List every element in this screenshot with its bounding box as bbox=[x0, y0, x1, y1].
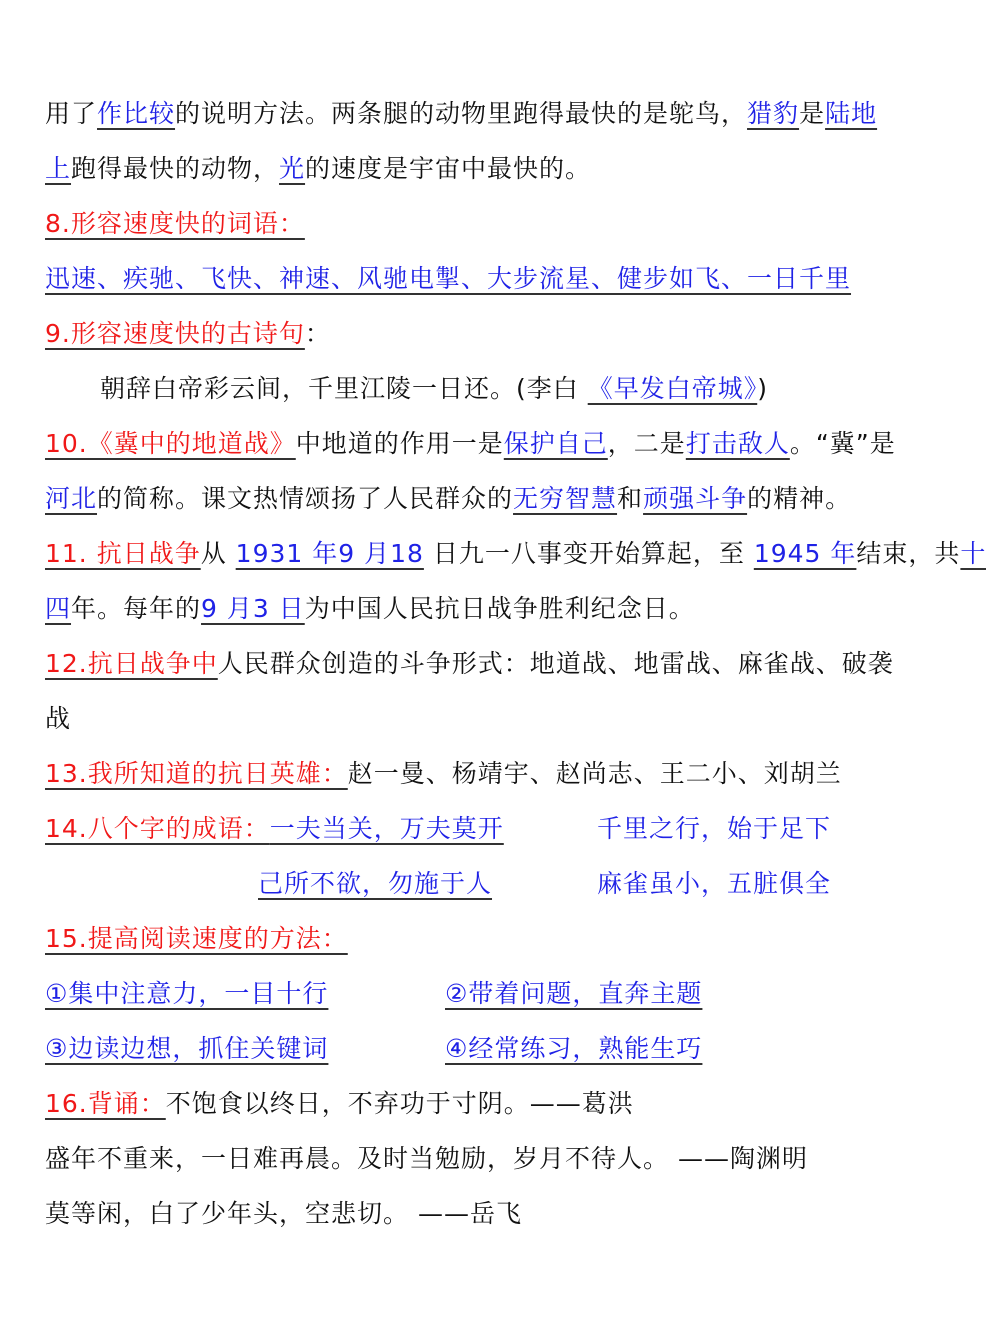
section-title: 9.形容速度快的古诗句 bbox=[45, 319, 305, 348]
section-16-line bbox=[45, 1076, 634, 1131]
method: ①集中注意力，一目十行 bbox=[45, 979, 329, 1008]
method-line bbox=[45, 966, 328, 1021]
section-9-title-line bbox=[45, 306, 331, 361]
section-8-words-line bbox=[45, 251, 851, 306]
section-title: 14.八个字的成语： bbox=[45, 814, 270, 843]
answer: 保护自己 bbox=[503, 429, 608, 458]
text: 的精神。 bbox=[747, 484, 852, 513]
section-10-line-2 bbox=[45, 471, 851, 526]
text-line bbox=[45, 86, 877, 141]
text: 结束，共 bbox=[856, 539, 961, 568]
method: ④经常练习，熟能生巧 bbox=[445, 1034, 703, 1063]
quote-line bbox=[45, 1131, 808, 1186]
text: ) bbox=[757, 374, 768, 403]
answer: 十 bbox=[960, 539, 986, 568]
idiom: 己所不欲，勿施于人 bbox=[258, 869, 493, 898]
section-12-line-2 bbox=[45, 691, 71, 746]
section-title: 10.《冀中的地道战》 bbox=[45, 429, 296, 458]
text: 的简称。课文热情颂扬了人民群众的 bbox=[97, 484, 514, 513]
method-line bbox=[45, 1021, 328, 1076]
idiom: 一夫当关，万夫莫开 bbox=[269, 814, 504, 843]
method-line bbox=[445, 966, 702, 1021]
text: 。“冀”是 bbox=[789, 429, 896, 458]
section-10-line bbox=[45, 416, 896, 471]
poem-source: 《早发白帝城》 bbox=[587, 374, 758, 403]
idiom: 千里之行，始于足下 bbox=[597, 814, 832, 843]
method: ③边读边想，抓住关键词 bbox=[45, 1034, 329, 1063]
text: 为中国人民抗日战争胜利纪念日。 bbox=[304, 594, 695, 623]
section-14-line-2 bbox=[258, 856, 835, 911]
section-15-title-line bbox=[45, 911, 348, 966]
text: 和 bbox=[617, 484, 644, 513]
section-14-line bbox=[45, 801, 835, 856]
section-title: 16.背诵： bbox=[45, 1089, 166, 1118]
answer: 上 bbox=[45, 154, 72, 183]
text: 年。每年的 bbox=[71, 594, 202, 623]
section-title: 13.我所知道的抗日英雄： bbox=[45, 759, 348, 788]
text: 中地道的作用一是 bbox=[295, 429, 504, 458]
text: 人民群众创造的斗争形式：地道战、地雷战、麻雀战、破袭 bbox=[217, 649, 894, 678]
section-12-line bbox=[45, 636, 894, 691]
answer: 9 月3 日 bbox=[201, 594, 305, 623]
text: 跑得最快的动物， bbox=[71, 154, 280, 183]
text: 的说明方法。两条腿的动物里跑得最快的是鸵鸟， bbox=[175, 99, 748, 128]
quote: 盛年不重来，一日难再晨。及时当勉励，岁月不待人。 ——陶渊明 bbox=[45, 1144, 808, 1173]
text: 战 bbox=[45, 704, 72, 733]
answer: 1931 年9 月18 bbox=[235, 539, 424, 568]
text: 日九一八事变开始算起，至 bbox=[423, 539, 754, 568]
text-line bbox=[45, 141, 591, 196]
answer: 作比较 bbox=[97, 99, 176, 128]
text: ： bbox=[304, 319, 331, 348]
text: 从 bbox=[200, 539, 236, 568]
section-title: 15.提高阅读速度的方法： bbox=[45, 924, 348, 953]
section-8-title-line bbox=[45, 196, 305, 251]
text: 是 bbox=[799, 99, 826, 128]
method: ②带着问题，直奔主题 bbox=[445, 979, 703, 1008]
text: ，二是 bbox=[607, 429, 686, 458]
hero-names: 赵一曼、杨靖宇、赵尚志、王二小、刘胡兰 bbox=[347, 759, 842, 788]
section-title: 11. 抗日战争 bbox=[45, 539, 201, 568]
quote: 莫等闲，白了少年头，空悲切。 ——岳飞 bbox=[45, 1199, 522, 1228]
section-11-line bbox=[45, 526, 986, 581]
quote-line bbox=[45, 1186, 522, 1241]
answer: 1945 年 bbox=[753, 539, 857, 568]
quote: 不饱食以终日，不弃功于寸阴。——葛洪 bbox=[165, 1089, 634, 1118]
idiom: 麻雀虽小，五脏俱全 bbox=[597, 869, 832, 898]
section-title: 12.抗日战争中 bbox=[45, 649, 218, 678]
answer: 河北 bbox=[45, 484, 98, 513]
text: 用了 bbox=[45, 99, 98, 128]
answer: 猎豹 bbox=[747, 99, 800, 128]
poem-line bbox=[100, 361, 768, 416]
text: 的速度是宇宙中最快的。 bbox=[305, 154, 592, 183]
answer: 陆地 bbox=[825, 99, 878, 128]
answer: 光 bbox=[279, 154, 306, 183]
answer: 打击敌人 bbox=[685, 429, 790, 458]
answer: 迅速、疾驰、飞快、神速、风驰电掣、大步流星、健步如飞、一日千里 bbox=[45, 264, 852, 293]
section-11-line-2 bbox=[45, 581, 695, 636]
section-13-line bbox=[45, 746, 842, 801]
section-title: 8.形容速度快的词语： bbox=[45, 209, 305, 238]
answer: 顽强斗争 bbox=[643, 484, 748, 513]
answer: 四 bbox=[45, 594, 72, 623]
poem: 朝辞白帝彩云间，千里江陵一日还。(李白 bbox=[100, 374, 588, 403]
method-line bbox=[445, 1021, 702, 1076]
answer: 无穷智慧 bbox=[513, 484, 618, 513]
